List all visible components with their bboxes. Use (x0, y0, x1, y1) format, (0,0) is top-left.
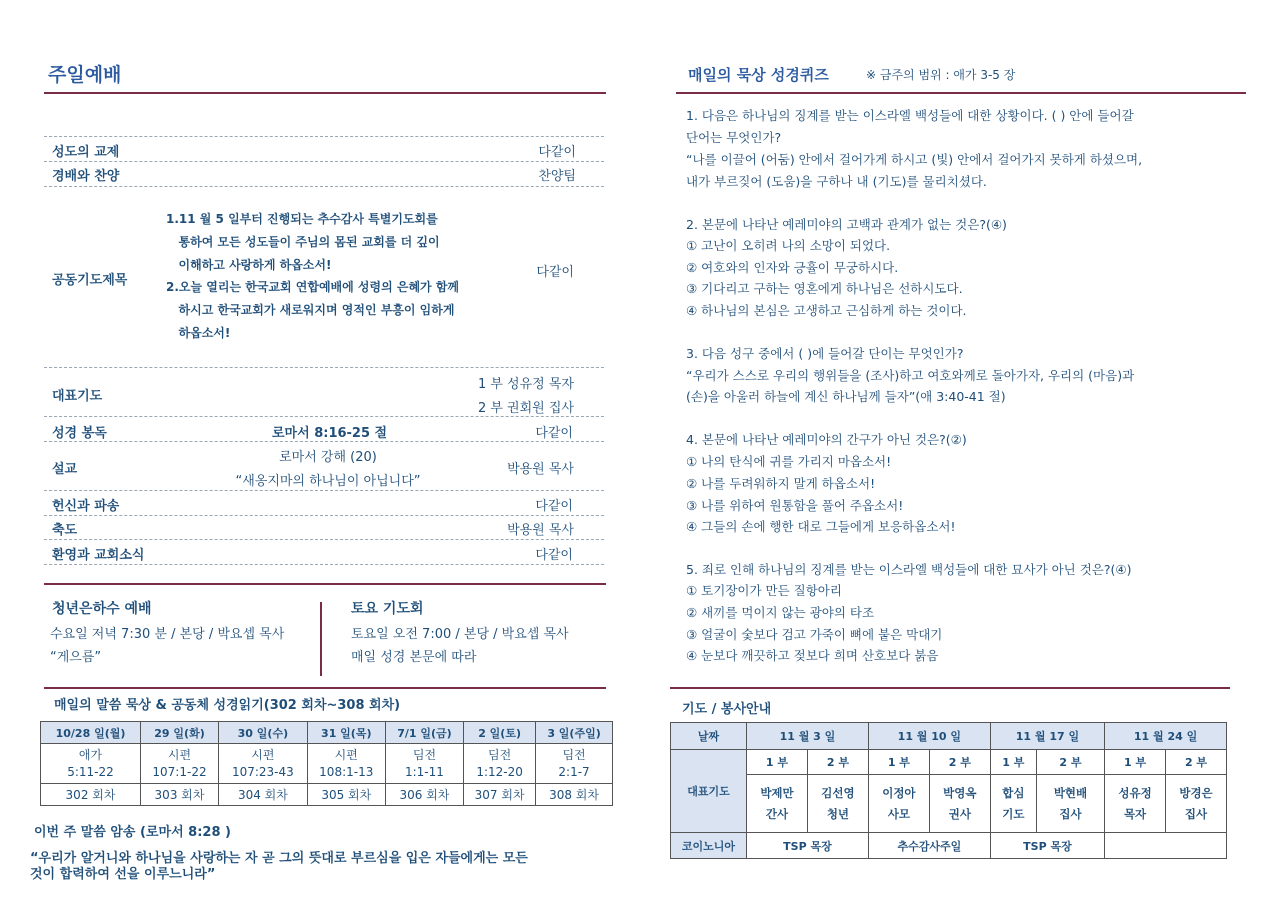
part-header: 2 부 (807, 750, 868, 775)
quiz-line: ④ 눈보다 깨끗하고 젖보다 희며 산호보다 붉음 (686, 648, 939, 663)
day-header: 2 일(토) (464, 722, 536, 744)
part-header: 2 부 (929, 750, 990, 775)
row-label-benediction: 축도 (52, 523, 78, 538)
worship-title: 주일예배 (48, 64, 122, 86)
quiz-line: “나를 이끌어 (어둠) 안에서 걸어가게 하시고 (빛) 안에서 걸어가지 못하게 하셨으며, (686, 152, 1143, 167)
person-name: 성유정 (1118, 785, 1152, 800)
person-role: 사모 (887, 806, 910, 821)
book-name: 시편 (251, 747, 275, 762)
divider (44, 416, 604, 417)
divider (44, 515, 604, 516)
person-name: 합심 (1002, 785, 1025, 800)
book-name: 시편 (334, 747, 358, 762)
chapter-ref: 2:1-7 (558, 764, 590, 779)
person-role: 권사 (948, 806, 971, 821)
book-name: 딤전 (412, 747, 437, 762)
person-name: 박영옥 (943, 785, 977, 800)
row-leader-offering: 다같이 (535, 499, 573, 514)
koinonia-label: 코이노니아 (671, 833, 747, 859)
quiz-line: ④ 그들의 손에 행한 대로 그들에게 보응하옵소서! (686, 519, 956, 534)
name-cell (990, 775, 1036, 833)
reading-cell (536, 744, 613, 784)
person-name: 박제만 (760, 785, 794, 800)
name-cell (868, 775, 929, 833)
part-header: 1 부 (747, 750, 808, 775)
koinonia-cell: 추수감사주일 (868, 833, 990, 859)
row-label-rep-prayer: 대표기도 (52, 389, 103, 404)
row-label-welcome: 환영과 교회소식 (52, 548, 145, 563)
person-role: 목자 (1123, 806, 1147, 821)
reading-cell (41, 744, 141, 784)
row-leader-benediction: 박용원 목사 (507, 523, 574, 538)
quiz-line: 4. 본문에 나타난 예레미야의 간구가 아닌 것은?(②) (686, 432, 967, 447)
table-row (41, 722, 613, 744)
round-cell: 305 회차 (307, 784, 385, 806)
part-header: 2 부 (1036, 750, 1104, 775)
service-title: 기도 / 봉사안내 (682, 702, 772, 717)
chapter-ref: 5:11-22 (67, 764, 114, 779)
row-label-offering: 헌신과 파송 (52, 499, 120, 514)
bible-reading-title: 매일의 말씀 묵상 & 공동체 성경읽기(302 회차~308 회차) (54, 698, 401, 713)
quiz-line: ③ 나를 위하여 원통함을 풀어 주옵소서! (686, 498, 904, 513)
memory-verse-line-1: “우리가 알거니와 하나님을 사랑하는 자 곧 그의 뜻대로 부르심을 입은 자들에게는 모든 (30, 851, 528, 866)
quiz-line: 내가 부르짖어 (도움)을 구하나 내 (기도)를 물리치셨다. (686, 174, 987, 189)
saturday-note: 매일 성경 본문에 따라 (351, 650, 477, 665)
quiz-line: ③ 얼굴이 숯보다 검고 가죽이 뼈에 붙은 막대기 (686, 627, 943, 642)
chapter-ref: 1:1-11 (404, 764, 444, 779)
round-cell: 307 회차 (464, 784, 536, 806)
quiz-line: 5. 죄로 인해 하나님의 징계를 받는 이스라엘 백성들에 대한 묘사가 아닌 것은?(④) (686, 562, 1132, 577)
row-leader-praise: 찬양팀 (538, 169, 576, 184)
saturday-title: 토요 기도회 (351, 601, 424, 617)
row-label-common-prayer: 공동기도제목 (52, 273, 128, 288)
section-divider (44, 583, 606, 585)
person-role: 집사 (1184, 806, 1208, 821)
memory-verse-title: 이번 주 말씀 암송 (로마서 8:28 ) (34, 825, 231, 840)
chapter-ref: 107:1-22 (152, 764, 207, 779)
person-role: 청년 (826, 806, 850, 821)
quiz-line: ① 고난이 오히려 나의 소망이 되었다. (686, 238, 891, 253)
quiz-line: ④ 하나님의 본심은 고생하고 근심하게 하는 것이다. (686, 303, 967, 318)
prayer-item-2: 2.오늘 열리는 한국교회 연합예배에 성령의 은혜가 함께 하시고 한국교회가 새로워지며 영적인 부흥이 임하게 하옵소서! (166, 280, 460, 340)
round-cell: 304 회차 (219, 784, 308, 806)
memory-verse-line-2: 것이 합력하여 선을 이루느니라” (30, 867, 216, 882)
divider (44, 490, 604, 491)
row-label-sermon: 설교 (52, 462, 78, 477)
quiz-divider (676, 92, 1246, 94)
quiz-line: ② 여호와의 인자와 긍휼이 무궁하시다. (686, 260, 899, 275)
row-leader-reading: 다같이 (535, 426, 573, 441)
rep-prayer-label: 대표기도 (671, 750, 747, 833)
quiz-line: “우리가 스스로 우리의 행위들을 (조사)하고 여호와께로 돌아가자, 우리의 (마음)과 (686, 368, 1135, 383)
day-header: 29 일(화) (141, 722, 219, 744)
book-name: 시편 (167, 747, 192, 762)
name-cell (1105, 775, 1166, 833)
part-header: 1 부 (868, 750, 929, 775)
day-header: 30 일(수) (219, 722, 308, 744)
quiz-line: ② 새끼를 먹이지 않는 광야의 타조 (686, 605, 875, 620)
row-label-fellowship: 성도의 교제 (52, 145, 120, 160)
quiz-title: 매일의 묵상 성경퀴즈 (688, 66, 829, 84)
saturday-schedule: 토요일 오전 7:00 / 본당 / 박요셉 목사 (351, 627, 569, 642)
table-row (671, 750, 1227, 775)
person-name: 김선영 (821, 785, 855, 800)
reading-cell (141, 744, 219, 784)
row-leader-sermon: 박용원 목사 (507, 462, 574, 477)
part-header: 1 부 (1105, 750, 1166, 775)
divider (44, 367, 604, 368)
person-name: 방경은 (1179, 785, 1213, 800)
quiz-line: (손)을 아울러 하늘에 계신 하나님께 들자”(애 3:40-41 절) (686, 389, 1006, 404)
name-cell (1036, 775, 1104, 833)
sermon-series: 로마서 강해 (20) (279, 450, 377, 465)
sermon-title: “새옹지마의 하나님이 아닙니다” (235, 474, 421, 489)
day-header: 31 일(목) (307, 722, 385, 744)
bible-reading-table (40, 721, 613, 806)
person-name: 박현배 (1053, 785, 1088, 800)
reading-cell (464, 744, 536, 784)
divider (44, 136, 604, 137)
row-label-reading: 성경 봉독 (52, 426, 107, 441)
part-header: 1 부 (990, 750, 1036, 775)
table-row (671, 833, 1227, 859)
date-header: 11 월 24 일 (1105, 723, 1227, 750)
person-name: 이정아 (882, 785, 916, 800)
table-row (41, 784, 613, 806)
date-header: 11 월 17 일 (990, 723, 1104, 750)
divider (44, 539, 604, 540)
youth-schedule: 수요일 저녁 7:30 분 / 본당 / 박요셉 목사 (50, 627, 285, 642)
youth-topic: “게으름” (50, 650, 102, 665)
divider (44, 441, 604, 442)
chapter-ref: 107:23-43 (231, 764, 294, 779)
koinonia-cell: TSP 목장 (747, 833, 869, 859)
name-cell (747, 775, 808, 833)
part-header: 2 부 (1166, 750, 1227, 775)
quiz-line: 3. 다음 성구 중에서 ( )에 들어갈 단이는 무엇인가? (686, 346, 964, 361)
person-role: 집사 (1059, 806, 1082, 821)
divider (44, 161, 604, 162)
round-cell: 302 회차 (41, 784, 141, 806)
book-name: 딤전 (562, 747, 586, 762)
divider (44, 564, 604, 565)
divider (44, 186, 604, 187)
name-cell (1166, 775, 1227, 833)
row-label-praise: 경배와 찬양 (52, 169, 120, 184)
table-row (41, 744, 613, 784)
quiz-line: ① 나의 탄식에 귀를 가리지 마옵소서! (686, 454, 892, 469)
koinonia-cell: TSP 목장 (990, 833, 1104, 859)
title-divider (44, 92, 606, 94)
day-header: 3 일(주일) (536, 722, 613, 744)
row-leader-welcome: 다같이 (535, 548, 573, 563)
round-cell: 306 회차 (385, 784, 463, 806)
chapter-ref: 108:1-13 (319, 764, 374, 779)
person-role: 간사 (765, 806, 789, 821)
quiz-line: 1. 다음은 하나님의 징계를 받는 이스라엘 백성들에 대한 상황이다. ( ) 안에 들어갈 (686, 108, 1134, 123)
service-table (670, 722, 1227, 859)
date-label: 날짜 (671, 723, 747, 750)
table-row (671, 723, 1227, 750)
rep-prayer-second: 2 부 권회원 집사 (477, 401, 574, 416)
name-cell (807, 775, 868, 833)
round-cell: 308 회차 (536, 784, 613, 806)
book-name: 애가 (78, 747, 103, 762)
koinonia-cell (1105, 833, 1227, 859)
date-header: 11 월 10 일 (868, 723, 990, 750)
reading-cell (307, 744, 385, 784)
quiz-line: ③ 기다리고 구하는 영혼에게 하나님은 선하시도다. (686, 281, 963, 296)
book-name: 딤전 (488, 747, 512, 762)
quiz-line: 단어는 무엇인가? (686, 130, 782, 145)
vertical-divider (320, 602, 322, 676)
youth-title: 청년은하수 예배 (52, 601, 152, 617)
reading-cell (219, 744, 308, 784)
section-divider (670, 687, 1230, 689)
chapter-ref: 1:12-20 (476, 764, 523, 779)
table-row (671, 775, 1227, 833)
date-header: 11 월 3 일 (747, 723, 869, 750)
rep-prayer-first: 1 부 성유정 목자 (477, 377, 574, 392)
section-divider (44, 687, 606, 689)
name-cell (929, 775, 990, 833)
prayer-item-1: 1.11 월 5 일부터 진행되는 추수감사 특별기도회를 통하여 모든 성도들이 주님의 몸된 교회를 더 깊이 이해하고 사랑하게 하옵소서! (166, 212, 440, 272)
row-leader-fellowship: 다같이 (538, 145, 576, 160)
reading-passage: 로마서 8:16-25 절 (272, 426, 388, 441)
quiz-line: 2. 본문에 나타난 예레미야의 고백과 관계가 없는 것은?(④) (686, 217, 1007, 232)
person-role: 기도 (1002, 806, 1025, 821)
quiz-range: ※ 금주의 범위 : 애가 3-5 장 (866, 68, 1016, 82)
row-leader-common-prayer: 다같이 (536, 265, 574, 280)
day-header: 7/1 일(금) (385, 722, 463, 744)
reading-cell (385, 744, 463, 784)
quiz-line: ② 나를 두려워하지 말게 하옵소서! (686, 476, 876, 491)
day-header: 10/28 일(월) (41, 722, 141, 744)
quiz-line: ① 토기장이가 만든 질항아리 (686, 583, 842, 598)
round-cell: 303 회차 (141, 784, 219, 806)
